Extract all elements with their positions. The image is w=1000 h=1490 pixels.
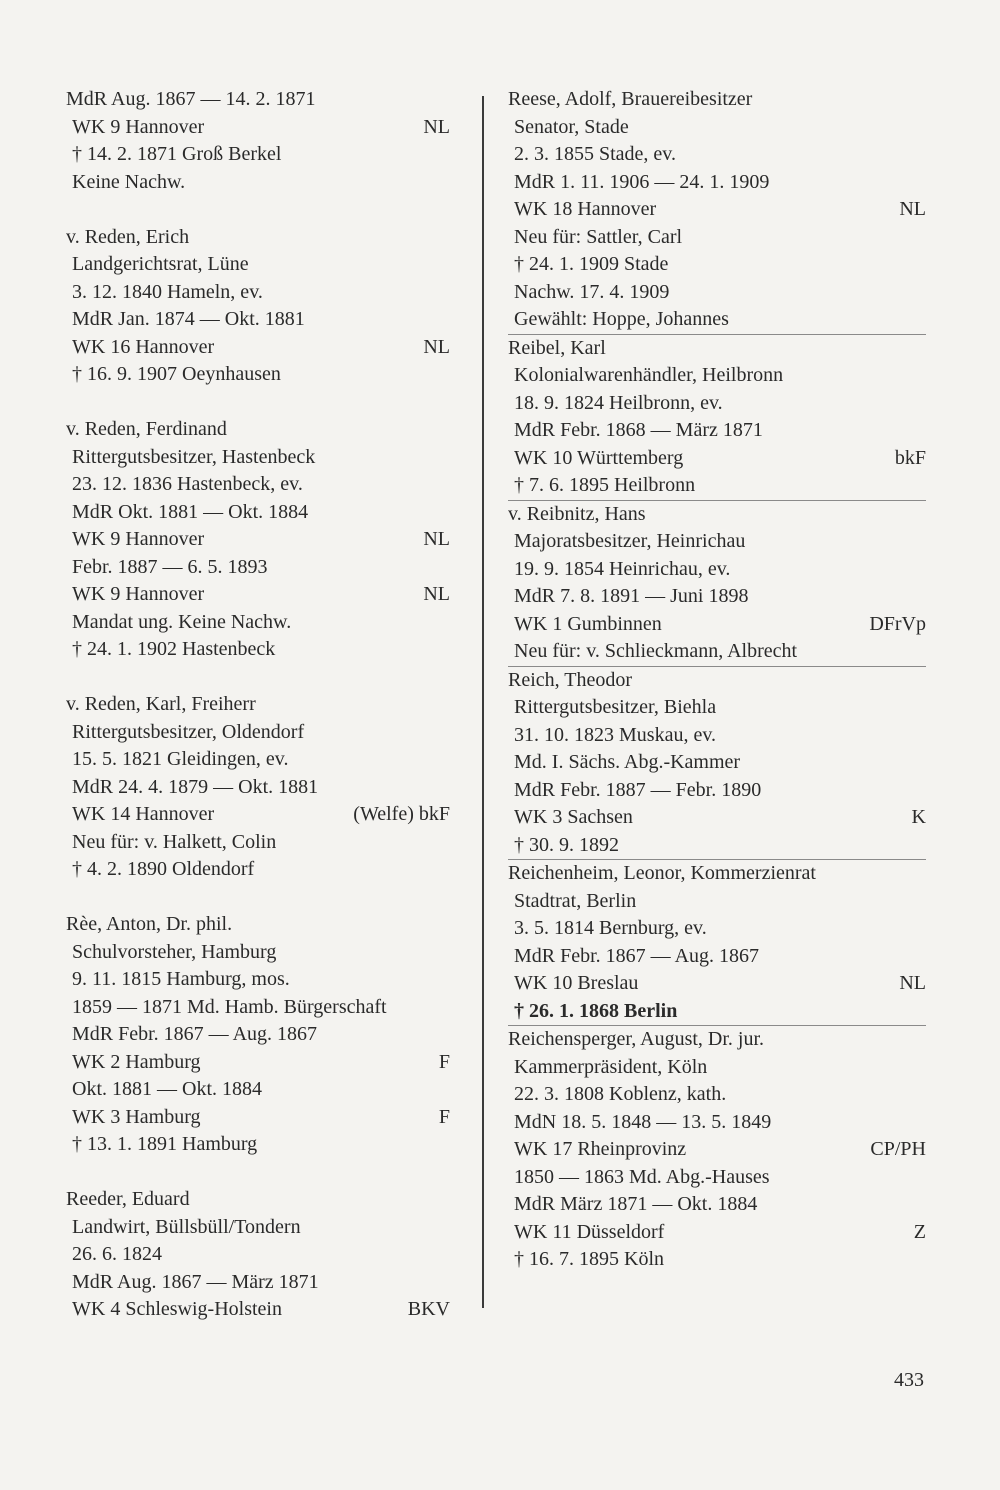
entry-line (508, 638, 926, 666)
entry-text: WK 11 Düsseldorf (514, 1220, 665, 1243)
entry-text: Schulvorsteher, Hamburg (72, 940, 277, 963)
entry-line (508, 1191, 926, 1219)
entry-line (508, 583, 926, 611)
column-divider (482, 96, 484, 1308)
entry-text: Rittergutsbesitzer, Hastenbeck (72, 445, 316, 468)
entry-text: Majoratsbesitzer, Heinrichau (514, 530, 746, 552)
entry-text: † 24. 1. 1902 Hastenbeck (72, 638, 276, 660)
biography-entry (66, 224, 450, 389)
entry-text: MdN 18. 5. 1848 — 13. 5. 1849 (514, 1110, 772, 1133)
entry-text: Mandat ung. Keine Nachw. (72, 610, 292, 633)
entry-text: 15. 5. 1821 Gleidingen, ev. (72, 748, 289, 770)
entry-line (508, 528, 926, 556)
party-abbreviation: F (438, 1105, 450, 1128)
entry-text: 19. 9. 1854 Heinrichau, ev. (514, 557, 731, 580)
entry-text: MdR 24. 4. 1879 — Okt. 1881 (72, 775, 319, 798)
entry-line (508, 251, 926, 279)
entry-line (66, 966, 450, 994)
entry-line (66, 1131, 450, 1159)
entry-text: WK 3 Hamburg (72, 1105, 201, 1128)
entry-line (66, 746, 450, 774)
entry-line (66, 1214, 450, 1242)
entry-line (66, 856, 450, 884)
entry-spacer (66, 1159, 450, 1187)
entry-line (508, 196, 926, 224)
right-column (508, 86, 926, 1274)
entry-line (508, 777, 926, 805)
entry-line (508, 694, 926, 722)
entry-line (66, 1269, 450, 1297)
entry-name (508, 667, 926, 695)
entry-text: † 24. 1. 1909 Stade (514, 253, 669, 275)
entry-line (508, 169, 926, 197)
entry-line (508, 804, 926, 832)
entry-text: Febr. 1887 — 6. 5. 1893 (72, 555, 268, 578)
entry-line (66, 554, 450, 582)
entry-line (66, 251, 450, 279)
entry-line (508, 1164, 926, 1192)
entry-text: Neu für: v. Halkett, Colin (72, 830, 277, 853)
entry-text: WK 10 Breslau (514, 972, 639, 994)
entry-text: WK 3 Sachsen (514, 806, 633, 828)
entry-text: WK 1 Gumbinnen (514, 612, 662, 635)
entry-line (508, 888, 926, 916)
entry-text: Gewählt: Hoppe, Johannes (514, 308, 729, 330)
entry-line (508, 943, 926, 971)
entry-spacer (66, 664, 450, 692)
entry-text: v. Reden, Erich (66, 225, 190, 248)
entry-text: WK 18 Hannover (514, 198, 657, 220)
entry-text: MdR 7. 8. 1891 — Juni 1898 (514, 585, 749, 607)
entry-line (508, 306, 926, 334)
entry-line (66, 444, 450, 472)
entry-text: Reeder, Eduard (66, 1188, 190, 1210)
entry-line (66, 279, 450, 307)
entry-text: Rèe, Anton, Dr. phil. (66, 913, 233, 935)
entry-spacer (66, 884, 450, 912)
entry-line (508, 141, 926, 169)
entry-line (66, 719, 450, 747)
entry-text: WK 14 Hannover (72, 803, 215, 825)
entry-text: Stadtrat, Berlin (514, 889, 637, 912)
entry-text: 23. 12. 1836 Hastenbeck, ev. (72, 473, 303, 495)
entry-line (66, 141, 450, 169)
entry-line (508, 970, 926, 998)
entry-text: v. Reden, Karl, Freiherr (66, 693, 256, 715)
entry-line (508, 362, 926, 390)
entry-name (66, 1186, 450, 1214)
entry-text: v. Reden, Ferdinand (66, 418, 227, 440)
entry-text: Reese, Adolf, Brauereibesitzer (508, 88, 753, 110)
entry-name (508, 501, 926, 529)
entry-text: MdR Aug. 1867 — 14. 2. 1871 (66, 88, 316, 110)
entry-text: WK 16 Hannover (72, 335, 215, 358)
entry-text: † 26. 1. 1868 Berlin (514, 999, 678, 1022)
entry-line (508, 1054, 926, 1082)
entry-text: MdR Jan. 1874 — Okt. 1881 (72, 308, 305, 330)
entry-text: v. Reibnitz, Hans (508, 502, 646, 525)
entry-line (66, 994, 450, 1022)
entry-line (66, 1049, 450, 1077)
biography-entry (66, 691, 450, 884)
party-abbreviation: NL (423, 528, 450, 550)
entry-line (66, 1104, 450, 1132)
entry-text: Reichensperger, August, Dr. jur. (508, 1028, 765, 1050)
party-abbreviation: DFrVp (869, 612, 926, 635)
party-abbreviation: NL (899, 972, 926, 994)
entry-text: † 4. 2. 1890 Oldendorf (72, 858, 255, 880)
entry-text: Okt. 1881 — Okt. 1884 (72, 1078, 262, 1100)
entry-name (508, 86, 926, 114)
entry-line (66, 169, 450, 197)
entry-text: 18. 9. 1824 Heilbronn, ev. (514, 391, 723, 414)
entry-line (66, 801, 450, 829)
entry-line (66, 1296, 450, 1324)
entry-name (66, 416, 450, 444)
entry-spacer (66, 196, 450, 224)
entry-line (508, 114, 926, 142)
entry-name (508, 1026, 926, 1054)
biography-entry (66, 1186, 450, 1324)
entry-line (508, 390, 926, 418)
entry-text: 3. 5. 1814 Bernburg, ev. (514, 917, 707, 939)
entry-line (508, 279, 926, 307)
entry-text: † 16. 7. 1895 Köln (514, 1248, 664, 1270)
entry-text: Neu für: Sattler, Carl (514, 225, 683, 248)
entry-text: 26. 6. 1824 (72, 1243, 162, 1265)
biography-entry (508, 860, 926, 1025)
entry-text: † 13. 1. 1891 Hamburg (72, 1133, 258, 1155)
entry-text: 9. 11. 1815 Hamburg, mos. (72, 968, 290, 990)
entry-text: WK 17 Rheinprovinz (514, 1138, 687, 1160)
entry-line (66, 526, 450, 554)
entry-text: 1850 — 1863 Md. Abg.-Hauses (514, 1165, 770, 1188)
entry-line (508, 1219, 926, 1247)
entry-line (508, 472, 926, 500)
entry-text: † 30. 9. 1892 (514, 833, 619, 856)
entry-line (508, 445, 926, 473)
entry-text: Senator, Stade (514, 115, 629, 138)
entry-name (66, 911, 450, 939)
entry-name (508, 335, 926, 363)
entry-text: 1859 — 1871 Md. Hamb. Bürgerschaft (72, 995, 387, 1018)
left-column (66, 86, 450, 1324)
entry-name (66, 691, 450, 719)
entry-text: Reich, Theodor (508, 668, 633, 691)
entry-line (66, 829, 450, 857)
entry-line (66, 609, 450, 637)
entry-text: MdR 1. 11. 1906 — 24. 1. 1909 (514, 170, 770, 193)
entry-text: WK 2 Hamburg (72, 1050, 201, 1073)
entry-text: MdR Febr. 1867 — Aug. 1867 (72, 1023, 318, 1045)
entry-text: 31. 10. 1823 Muskau, ev. (514, 723, 717, 746)
entry-text: Reichenheim, Leonor, Kommerzienrat (508, 862, 816, 884)
biography-entry (66, 911, 450, 1159)
entry-line (66, 636, 450, 664)
party-abbreviation: BKV (407, 1298, 450, 1320)
entry-line (508, 417, 926, 445)
entry-line (66, 361, 450, 389)
entry-text: MdR Febr. 1887 — Febr. 1890 (514, 778, 762, 801)
entry-text: MdR Febr. 1868 — März 1871 (514, 419, 763, 441)
entry-line (66, 1076, 450, 1104)
entry-text: Landgerichtsrat, Lüne (72, 253, 249, 275)
entry-text: Keine Nachw. (72, 170, 186, 193)
entry-line (66, 581, 450, 609)
entry-line (508, 1136, 926, 1164)
entry-text: † 7. 6. 1895 Heilbronn (514, 474, 696, 496)
entry-line (508, 1109, 926, 1137)
party-abbreviation: NL (899, 198, 926, 220)
entry-text: WK 9 Hannover (72, 528, 205, 550)
entry-line (66, 499, 450, 527)
biography-entry (508, 335, 926, 500)
biography-entry (66, 416, 450, 664)
party-abbreviation: NL (423, 115, 450, 138)
entry-text: WK 4 Schleswig-Holstein (72, 1298, 282, 1320)
biography-entry (508, 86, 926, 334)
entry-name (66, 86, 450, 114)
entry-text: MdR Okt. 1881 — Okt. 1884 (72, 500, 309, 523)
entry-line (66, 114, 450, 142)
entry-text: 3. 12. 1840 Hameln, ev. (72, 280, 263, 303)
biography-entry (508, 501, 926, 666)
entry-name (508, 860, 926, 888)
entry-text: † 14. 2. 1871 Groß Berkel (72, 143, 282, 165)
entry-line (66, 471, 450, 499)
entry-line (508, 1246, 926, 1274)
entry-text: Kolonialwarenhändler, Heilbronn (514, 364, 784, 386)
entry-line (66, 334, 450, 362)
entry-text: WK 10 Württemberg (514, 446, 684, 469)
party-abbreviation: CP/PH (870, 1138, 926, 1160)
entry-line (508, 915, 926, 943)
entry-line (66, 306, 450, 334)
entry-text: MdR März 1871 — Okt. 1884 (514, 1193, 758, 1215)
entry-line (508, 998, 926, 1026)
entry-text: Md. I. Sächs. Abg.-Kammer (514, 751, 741, 773)
entry-text: 2. 3. 1855 Stade, ev. (514, 143, 677, 165)
biography-entry (508, 1026, 926, 1274)
entry-text: Landwirt, Büllsbüll/Tondern (72, 1215, 301, 1238)
entry-line (508, 832, 926, 860)
party-abbreviation: K (911, 806, 926, 828)
entry-line (508, 722, 926, 750)
entry-text: Nachw. 17. 4. 1909 (514, 280, 670, 303)
entry-line (508, 1081, 926, 1109)
entry-spacer (66, 389, 450, 417)
entry-line (66, 1241, 450, 1269)
entry-text: MdR Aug. 1867 — März 1871 (72, 1270, 319, 1293)
party-abbreviation: (Welfe) bkF (353, 803, 450, 825)
party-abbreviation: Z (913, 1220, 926, 1243)
entry-line (508, 556, 926, 584)
entry-line (508, 749, 926, 777)
party-abbreviation: NL (423, 335, 450, 358)
page-number: 433 (894, 1369, 924, 1391)
entry-text: MdR Febr. 1867 — Aug. 1867 (514, 944, 760, 967)
entry-line (66, 1021, 450, 1049)
entry-text: Kammerpräsident, Köln (514, 1055, 708, 1078)
biography-entry (508, 667, 926, 860)
entry-text: Rittergutsbesitzer, Biehla (514, 696, 717, 718)
party-abbreviation: bkF (894, 446, 926, 469)
entry-text: Neu für: v. Schlieckmann, Albrecht (514, 640, 798, 662)
entry-text: Rittergutsbesitzer, Oldendorf (72, 720, 305, 743)
entry-text: † 16. 9. 1907 Oeynhausen (72, 363, 281, 385)
party-abbreviation: F (438, 1050, 450, 1073)
entry-text: 22. 3. 1808 Koblenz, kath. (514, 1083, 727, 1105)
entry-line (508, 611, 926, 639)
entry-line (66, 939, 450, 967)
entry-line (66, 774, 450, 802)
entry-text: WK 9 Hannover (72, 115, 205, 138)
party-abbreviation: NL (423, 583, 450, 605)
entry-name (66, 224, 450, 252)
biography-entry (66, 86, 450, 196)
entry-line (508, 224, 926, 252)
entry-text: WK 9 Hannover (72, 583, 205, 605)
entry-text: Reibel, Karl (508, 336, 606, 359)
